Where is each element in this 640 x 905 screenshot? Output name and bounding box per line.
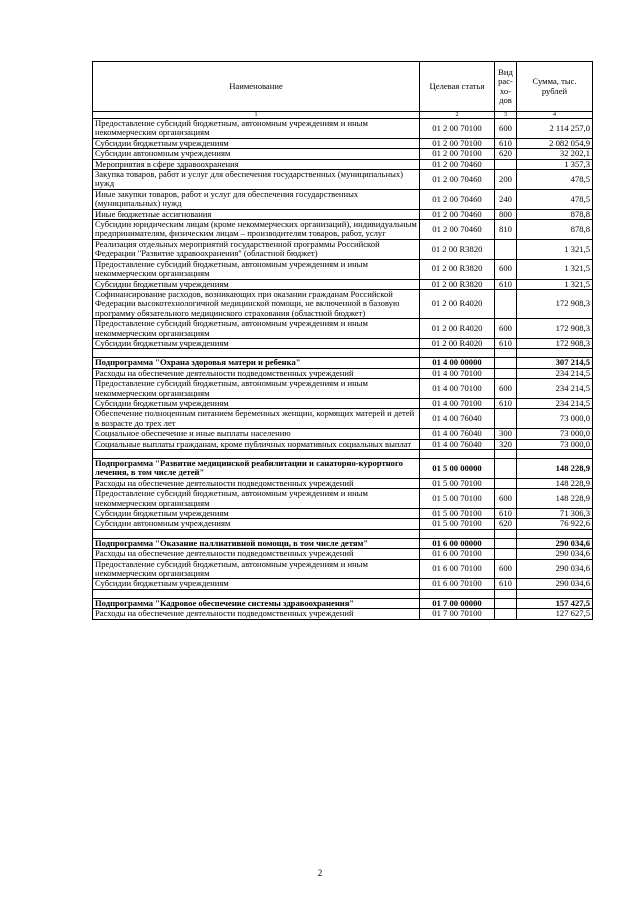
row-sum: 2 114 257,0: [517, 119, 593, 139]
row-vid: 610: [495, 138, 517, 148]
column-number: 3: [495, 112, 517, 119]
row-code: 01 2 00 R3820: [420, 259, 495, 279]
empty-cell: [93, 450, 420, 459]
header-code: Целевая статья: [420, 62, 495, 112]
row-sum: 71 306,3: [517, 509, 593, 519]
table-row: [93, 559, 593, 579]
row-code: 01 6 00 70100: [420, 549, 495, 559]
row-code: 01 4 00 76040: [420, 429, 495, 439]
row-vid: 800: [495, 209, 517, 219]
row-name: Расходы на обеспечение деятельности подведомственных учреждений: [93, 549, 420, 559]
row-sum: 73 000,0: [517, 439, 593, 449]
empty-cell: [93, 529, 420, 538]
spacer-row: [93, 450, 593, 459]
empty-cell: [93, 589, 420, 598]
row-name: Реализация отдельных мероприятий государственной программы Российской Федерации "Развитие здравоохранения" (областной бюджет): [93, 239, 420, 259]
row-vid: [495, 549, 517, 559]
row-name: Подпрограмма "Развитие медицинской реабилитации и санаторно-курортного лечения, в том числе детей": [93, 459, 420, 479]
row-code: 01 2 00 R4020: [420, 319, 495, 339]
row-name: Субсидии бюджетным учреждениям: [93, 338, 420, 348]
row-vid: [495, 368, 517, 378]
row-code: 01 2 00 70460: [420, 170, 495, 190]
row-code: 01 2 00 70100: [420, 138, 495, 148]
row-code: 01 5 00 70100: [420, 509, 495, 519]
row-code: 01 5 00 70100: [420, 519, 495, 529]
row-code: 01 4 00 70100: [420, 398, 495, 408]
table-row: [93, 579, 593, 589]
header-vid-line: Вид: [498, 66, 513, 77]
row-code: 01 2 00 R4020: [420, 338, 495, 348]
row-sum: 73 000,0: [517, 409, 593, 429]
row-vid: 620: [495, 149, 517, 159]
row-sum: 73 000,0: [517, 429, 593, 439]
row-code: 01 2 00 R4020: [420, 289, 495, 318]
row-sum: 76 922,6: [517, 519, 593, 529]
spacer-row: [93, 349, 593, 358]
table-header-row: [93, 62, 593, 112]
empty-cell: [495, 349, 517, 358]
header-vid-line: хо-: [499, 85, 512, 96]
row-sum: 478,5: [517, 189, 593, 209]
row-sum: 1 357,3: [517, 159, 593, 169]
row-name: Софинансирование расходов, возникающих при оказании гражданам Российской Федерации высокотехнологичной медицинской помощи, не включенной в базовую программу обязательного медицинского страхования (областной бюджет): [93, 289, 420, 318]
row-vid: 320: [495, 439, 517, 449]
row-code: 01 2 00 R3820: [420, 239, 495, 259]
row-sum: 307 214,5: [517, 358, 593, 368]
empty-cell: [420, 589, 495, 598]
row-sum: 172 908,3: [517, 319, 593, 339]
table-row: [93, 239, 593, 259]
row-code: 01 7 00 70100: [420, 609, 495, 619]
header-vid-line: дов: [499, 94, 512, 105]
empty-cell: [517, 450, 593, 459]
table-row: [93, 439, 593, 449]
table-row: [93, 379, 593, 399]
row-vid: [495, 289, 517, 318]
table-row: [93, 609, 593, 619]
table-row: [93, 509, 593, 519]
row-name: Субсидии бюджетным учреждениям: [93, 509, 420, 519]
row-sum: 172 908,3: [517, 338, 593, 348]
table-row: [93, 138, 593, 148]
row-sum: 878,8: [517, 209, 593, 219]
table-row: [93, 170, 593, 190]
row-vid: 610: [495, 509, 517, 519]
row-name: Предоставление субсидий бюджетным, автономным учреждениям и иным некоммерческим организациям: [93, 559, 420, 579]
subprogram-row: [93, 459, 593, 479]
row-vid: [495, 409, 517, 429]
table-row: [93, 478, 593, 488]
row-code: 01 5 00 70100: [420, 478, 495, 488]
row-name: Обеспечение полноценным питанием беременных женщин, кормящих матерей и детей в возрасте до трех лет: [93, 409, 420, 429]
empty-cell: [495, 450, 517, 459]
empty-cell: [420, 450, 495, 459]
table-row: [93, 289, 593, 318]
row-sum: 1 321,5: [517, 239, 593, 259]
subprogram-row: [93, 598, 593, 608]
row-vid: [495, 598, 517, 608]
spacer-row: [93, 529, 593, 538]
table-row: [93, 338, 593, 348]
empty-cell: [420, 349, 495, 358]
table-row: [93, 220, 593, 240]
row-vid: [495, 239, 517, 259]
row-name: Субсидии бюджетным учреждениям: [93, 138, 420, 148]
row-code: 01 4 00 76040: [420, 439, 495, 449]
row-vid: [495, 538, 517, 548]
row-sum: 234 214,5: [517, 379, 593, 399]
header-name: Наименование: [93, 62, 420, 112]
row-code: 01 2 00 70460: [420, 159, 495, 169]
row-name: Предоставление субсидий бюджетным, автономным учреждениям и иным некоммерческим организациям: [93, 379, 420, 399]
table-row: [93, 149, 593, 159]
row-sum: 290 034,6: [517, 538, 593, 548]
row-sum: 172 908,3: [517, 289, 593, 318]
column-number: 2: [420, 112, 495, 119]
row-code: 01 4 00 76040: [420, 409, 495, 429]
row-name: Иные бюджетные ассигнования: [93, 209, 420, 219]
row-sum: 234 214,5: [517, 368, 593, 378]
row-code: 01 6 00 70100: [420, 559, 495, 579]
row-name: Субсидии бюджетным учреждениям: [93, 579, 420, 589]
row-code: 01 2 00 70460: [420, 209, 495, 219]
row-vid: [495, 478, 517, 488]
table-row: [93, 519, 593, 529]
row-sum: 148 228,9: [517, 459, 593, 479]
row-sum: 32 202,1: [517, 149, 593, 159]
table-row: [93, 409, 593, 429]
row-code: 01 2 00 70460: [420, 189, 495, 209]
row-sum: 1 321,5: [517, 259, 593, 279]
subprogram-row: [93, 358, 593, 368]
row-name: Субсидии бюджетным учреждениям: [93, 398, 420, 408]
row-vid: 610: [495, 579, 517, 589]
row-vid: 600: [495, 259, 517, 279]
row-vid: 600: [495, 489, 517, 509]
table-row: [93, 159, 593, 169]
budget-table: [92, 61, 593, 620]
table-row: [93, 189, 593, 209]
empty-cell: [517, 349, 593, 358]
subprogram-row: [93, 538, 593, 548]
row-code: 01 2 00 70100: [420, 119, 495, 139]
row-code: 01 5 00 00000: [420, 459, 495, 479]
empty-cell: [495, 589, 517, 598]
row-name: Расходы на обеспечение деятельности подведомственных учреждений: [93, 368, 420, 378]
row-vid: [495, 159, 517, 169]
row-vid: 600: [495, 559, 517, 579]
empty-cell: [93, 349, 420, 358]
row-vid: 240: [495, 189, 517, 209]
header-vid-line: рас-: [498, 76, 513, 87]
row-name: Подпрограмма "Оказание паллиативной помощи, в том числе детям": [93, 538, 420, 548]
column-number-row: [93, 112, 593, 119]
empty-cell: [495, 529, 517, 538]
row-vid: 610: [495, 398, 517, 408]
table-row: [93, 489, 593, 509]
row-vid: 620: [495, 519, 517, 529]
row-sum: 290 034,6: [517, 559, 593, 579]
row-vid: 200: [495, 170, 517, 190]
spacer-row: [93, 589, 593, 598]
row-name: Предоставление субсидий бюджетным, автономным учреждениям и иным некоммерческим организациям: [93, 119, 420, 139]
row-vid: 600: [495, 119, 517, 139]
row-code: 01 6 00 70100: [420, 579, 495, 589]
row-vid: [495, 459, 517, 479]
row-name: Субсидии бюджетным учреждениям: [93, 279, 420, 289]
row-name: Предоставление субсидий бюджетным, автономным учреждениям и иным некоммерческим организациям: [93, 259, 420, 279]
row-vid: [495, 609, 517, 619]
row-vid: 300: [495, 429, 517, 439]
row-name: Предоставление субсидий бюджетным, автономным учреждениям и иным некоммерческим организациям: [93, 489, 420, 509]
row-code: 01 5 00 70100: [420, 489, 495, 509]
row-sum: 2 082 054,9: [517, 138, 593, 148]
table-row: [93, 209, 593, 219]
table-row: [93, 549, 593, 559]
row-code: 01 4 00 70100: [420, 379, 495, 399]
column-number: 4: [517, 112, 593, 119]
row-name: Предоставление субсидий бюджетным, автономным учреждениям и иным некоммерческим организациям: [93, 319, 420, 339]
empty-cell: [517, 529, 593, 538]
row-name: Иные закупки товаров, работ и услуг для обеспечения государственных (муниципальных) нужд: [93, 189, 420, 209]
row-sum: 290 034,6: [517, 549, 593, 559]
header-vid: [495, 62, 517, 112]
row-name: Социальное обеспечение и иные выплаты населению: [93, 429, 420, 439]
row-sum: 234 214,5: [517, 398, 593, 408]
row-vid: 600: [495, 319, 517, 339]
row-vid: 600: [495, 379, 517, 399]
row-code: 01 2 00 R3820: [420, 279, 495, 289]
row-name: Расходы на обеспечение деятельности подведомственных учреждений: [93, 609, 420, 619]
row-name: Закупка товаров, работ и услуг для обеспечения государственных (муниципальных) нужд: [93, 170, 420, 190]
row-sum: 148 228,9: [517, 478, 593, 488]
row-sum: 148 228,9: [517, 489, 593, 509]
header-sum: Сумма, тыс. рублей: [517, 62, 593, 112]
table-row: [93, 119, 593, 139]
row-code: 01 2 00 70100: [420, 149, 495, 159]
empty-cell: [420, 529, 495, 538]
row-name: Субсидии юридическим лицам (кроме некоммерческих организаций), индивидуальным предпринимателям, физическим лицам – производителям товаров, работ, услуг: [93, 220, 420, 240]
row-vid: 810: [495, 220, 517, 240]
row-code: 01 4 00 70100: [420, 368, 495, 378]
table-row: [93, 259, 593, 279]
row-code: 01 6 00 00000: [420, 538, 495, 548]
table-body: [93, 119, 593, 620]
row-name: Социальные выплаты гражданам, кроме публичных нормативных социальных выплат: [93, 439, 420, 449]
page-number: 2: [317, 868, 323, 878]
row-name: Субсидии автономным учреждениям: [93, 149, 420, 159]
row-code: 01 7 00 00000: [420, 598, 495, 608]
row-name: Расходы на обеспечение деятельности подведомственных учреждений: [93, 478, 420, 488]
table-row: [93, 319, 593, 339]
empty-cell: [517, 589, 593, 598]
row-sum: 157 427,5: [517, 598, 593, 608]
row-vid: [495, 358, 517, 368]
row-vid: 610: [495, 338, 517, 348]
row-name: Мероприятия в сфере здравоохранения: [93, 159, 420, 169]
row-sum: 878,8: [517, 220, 593, 240]
row-code: 01 2 00 70460: [420, 220, 495, 240]
row-sum: 1 321,5: [517, 279, 593, 289]
row-vid: 610: [495, 279, 517, 289]
row-name: Субсидии автономным учреждениям: [93, 519, 420, 529]
table-row: [93, 368, 593, 378]
column-number: 1: [93, 112, 420, 119]
row-code: 01 4 00 00000: [420, 358, 495, 368]
table-row: [93, 279, 593, 289]
row-sum: 290 034,6: [517, 579, 593, 589]
row-name: Подпрограмма "Кадровое обеспечение системы здравоохранения": [93, 598, 420, 608]
row-sum: 478,5: [517, 170, 593, 190]
table-row: [93, 429, 593, 439]
row-name: Подпрограмма "Охрана здоровья матери и ребенка": [93, 358, 420, 368]
row-sum: 127 627,5: [517, 609, 593, 619]
table-row: [93, 398, 593, 408]
